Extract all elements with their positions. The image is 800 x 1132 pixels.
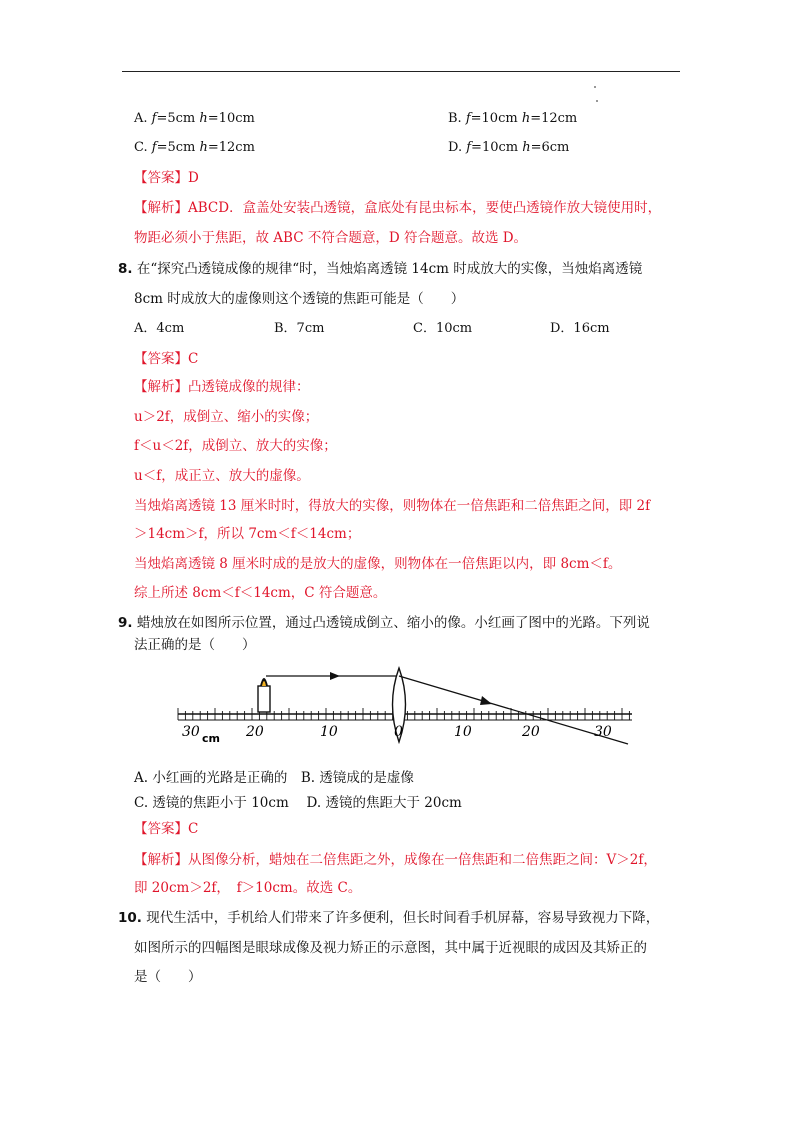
q7-option-c-label: C. — [134, 140, 148, 155]
q7-option-d — [448, 138, 569, 158]
q10-stem-line-3: 是（ ） — [134, 969, 202, 985]
q8-option-a: A．4cm — [134, 321, 185, 336]
q7-option-b-h-value: =12cm — [530, 111, 578, 126]
q7-option-a-h: h — [199, 111, 208, 126]
q9-number: 9. — [118, 615, 133, 631]
q9-options-line-2: C. 透镜的焦距小于 10cm D. 透镜的焦距大于 20cm — [134, 795, 462, 811]
header-rule — [122, 71, 680, 72]
q9-analysis-line-2: 即 20cm＞2f， f＞10cm。故选 C。 — [134, 880, 362, 896]
corner-dot — [594, 86, 596, 88]
q7-option-b-f: f — [465, 111, 471, 126]
q9-stem-line-1 — [118, 613, 650, 633]
q7-option-a-f-value: =5cm — [156, 111, 196, 126]
q7-analysis-line-2: 物距必须小于焦距，故 ABC 不符合题意，D 符合题意。故选 D。 — [134, 230, 528, 246]
q7-analysis-line-1: 【解析】ABCD．盒盖处安装凸透镜，盒底处有昆虫标本，要使凸透镜作放大镜使用时， — [134, 200, 662, 216]
label-left-10: 10 — [320, 724, 338, 740]
label-right-20: 20 — [522, 724, 540, 740]
q7-option-b — [448, 109, 577, 129]
label-right-30: 30 — [594, 724, 612, 740]
q9-analysis-line-1: 【解析】从图像分析，蜡烛在二倍焦距之外，成像在一倍焦距和二倍焦距之间：V＞2f， — [134, 852, 657, 868]
q7-option-b-f-value: =10cm — [470, 111, 518, 126]
q10-stem-text-1: 现代生活中，手机给人们带来了许多便利，但长时间看手机屏幕，容易导致视力下降， — [146, 910, 660, 926]
q8-answer: 【答案】C — [134, 351, 199, 367]
q8-option-b: B．7cm — [274, 321, 325, 336]
label-left-20: 20 — [246, 724, 264, 740]
q9-stem-text-1: 蜡烛放在如图所示位置，通过凸透镜成倒立、缩小的像。小红画了图中的光路。下列说 — [136, 615, 650, 631]
label-zero: 0 — [394, 724, 403, 740]
label-left-30: 30 — [182, 724, 200, 740]
q7-option-d-h: h — [522, 140, 531, 155]
q8-analysis-line-8: 综上所述 8cm＜f＜14cm，C 符合题意。 — [134, 585, 387, 601]
q7-option-d-f: f — [466, 140, 472, 155]
label-right-10: 10 — [454, 724, 472, 740]
q7-option-c-h-value: =12cm — [207, 140, 255, 155]
q7-option-b-label: B. — [448, 111, 462, 126]
q7-option-c-f: f — [151, 140, 157, 155]
q9-options-line-1: A. 小红画的光路是正确的 B. 透镜成的是虚像 — [134, 770, 414, 786]
q8-option-d: D．16cm — [550, 321, 610, 336]
q7-option-d-f-value: =10cm — [471, 140, 519, 155]
q7-option-a-f: f — [151, 111, 157, 126]
q7-option-d-label: D. — [448, 140, 463, 155]
q8-number: 8. — [118, 261, 133, 277]
q8-analysis-line-4: u＜f，成正立、放大的虚像。 — [134, 468, 310, 484]
q8-analysis-line-5: 当烛焰离透镜 13 厘米时时，得放大的实像，则物体在一倍焦距和二倍焦距之间，即 2f — [134, 498, 651, 514]
q10-stem-line-2: 如图所示的四幅图是眼球成像及视力矫正的示意图，其中属于近视眼的成因及其矫正的 — [134, 940, 647, 956]
q7-option-a-h-value: =10cm — [207, 111, 255, 126]
ray-arrow-icon — [330, 672, 340, 680]
candle-body — [258, 686, 270, 712]
q7-option-c-h: h — [199, 140, 208, 155]
q8-option-c: C．10cm — [413, 321, 473, 336]
q7-option-a — [134, 109, 255, 129]
q8-stem-line-2: 8cm 时成放大的虚像则这个透镜的焦距可能是（ ） — [134, 291, 465, 307]
q10-stem-line-1 — [118, 908, 659, 928]
label-unit-cm: cm — [202, 732, 220, 745]
q8-analysis-line-6: ＞14cm＞f，所以 7cm＜f＜14cm； — [134, 526, 361, 542]
q8-analysis-line-1: 【解析】凸透镜成像的规律： — [134, 379, 310, 395]
q8-analysis-line-7: 当烛焰离透镜 8 厘米时成的是放大的虚像，则物体在一倍焦距以内，即 8cm＜f。 — [134, 556, 622, 572]
q9-stem-line-2: 法正确的是（ ） — [134, 637, 256, 653]
corner-dot — [596, 100, 598, 102]
convex-lens-diagram — [170, 664, 640, 754]
q10-number: 10. — [118, 910, 142, 926]
q7-option-c-f-value: =5cm — [156, 140, 196, 155]
q7-option-c — [134, 138, 255, 158]
q8-stem-line-1 — [118, 259, 642, 279]
q7-option-b-h: h — [521, 111, 531, 126]
q8-analysis-line-3: f＜u＜2f，成倒立、放大的实像； — [134, 438, 337, 454]
q9-answer: 【答案】C — [134, 821, 199, 837]
q7-answer: 【答案】D — [134, 170, 199, 186]
q8-stem-text-1: 在“探究凸透镜成像的规律“时，当烛焰离透镜 14cm 时成放大的实像，当烛焰离透镜 — [136, 261, 643, 277]
q8-analysis-line-2: u＞2f，成倒立、缩小的实像； — [134, 409, 319, 425]
q7-option-a-label: A. — [134, 111, 148, 126]
q7-option-d-h-value: =6cm — [530, 140, 570, 155]
refracted-ray-arrow-icon — [480, 696, 492, 705]
